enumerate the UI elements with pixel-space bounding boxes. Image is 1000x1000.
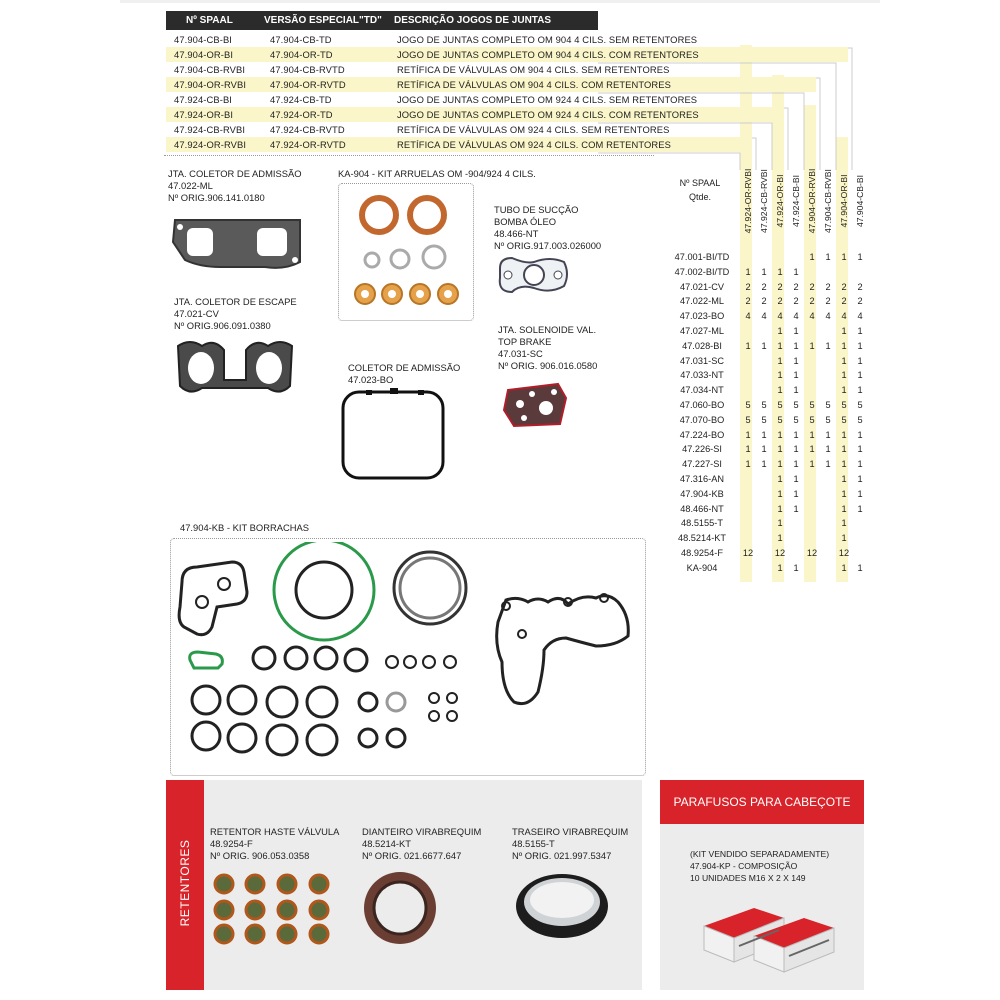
qty-value: 2: [793, 281, 799, 292]
qty-value: 1: [745, 459, 751, 470]
qty-value: 2: [841, 296, 847, 307]
qty-value: 1: [841, 488, 847, 499]
qty-value: 4: [857, 311, 863, 322]
qty-value: 1: [825, 429, 831, 440]
qty-row: [662, 489, 872, 503]
part-title: BOMBA ÓLEO: [494, 216, 556, 227]
part-code: 48.5214-KT: [362, 838, 411, 849]
cell-descricao: RETÍFICA DE VÁLVULAS OM 924 4 CILS. COM RETENTORES: [397, 139, 671, 150]
qty-value: 5: [761, 414, 767, 425]
qty-value: 1: [857, 326, 863, 336]
qty-value: 1: [841, 562, 847, 573]
part-title: JTA. SOLENOIDE VAL.: [498, 324, 597, 335]
qty-value: 5: [745, 414, 751, 425]
qty-value: 2: [793, 296, 799, 307]
separator: [164, 155, 654, 156]
qty-value: 1: [857, 355, 863, 366]
qty-value: 1: [841, 370, 847, 381]
top-border: [120, 0, 880, 3]
cell-spaal: 47.904-OR-BI: [174, 49, 234, 60]
qty-row: [662, 326, 872, 340]
qty-code: 47.224-BO: [679, 429, 725, 440]
part-title: TUBO DE SUCÇÃO: [494, 204, 579, 215]
cell-spaal: 47.924-CB-RVBI: [174, 124, 246, 135]
qty-value: 1: [825, 444, 831, 455]
qty-value: 1: [825, 459, 831, 470]
qty-value: 5: [777, 414, 783, 425]
qty-value: 5: [793, 414, 799, 425]
qty-row: [662, 400, 872, 414]
cell-descricao: JOGO DE JUNTAS COMPLETO OM 904 4 CILS. SEM RETENTORES: [397, 34, 698, 45]
qty-value: 1: [777, 266, 783, 277]
table-row: [166, 47, 848, 62]
qty-code: 47.227-SI: [682, 459, 722, 470]
qty-col-label: 47.904-OR-BI: [839, 174, 849, 228]
cell-versao: 47.904-OR-TD: [270, 49, 333, 60]
qty-col-label: 47.904-OR-RVBI: [807, 168, 817, 234]
qty-col-label: 47.904-CB-RVBI: [823, 169, 833, 233]
qty-value: 1: [745, 444, 751, 455]
qty-value: 1: [841, 355, 847, 366]
cell-versao: 47.904-OR-RVTD: [270, 79, 346, 90]
qty-value: 1: [761, 340, 767, 351]
part-orig: Nº ORIG.917.003.026000: [494, 240, 602, 251]
qty-value: 12: [838, 548, 850, 558]
qty-value: 1: [841, 474, 847, 484]
qty-code: 47.001-BI/TD: [674, 252, 730, 262]
cell-versao: 47.904-CB-TD: [270, 34, 332, 45]
qty-value: 1: [777, 474, 783, 484]
qty-value: 1: [809, 459, 815, 470]
qty-value: 4: [793, 311, 799, 322]
cell-descricao: RETÍFICA DE VÁLVULAS OM 904 4 CILS. SEM RETENTORES: [397, 64, 670, 75]
qty-value: 1: [809, 252, 815, 262]
part-label-tubo-succao: [494, 204, 601, 252]
qty-value: 1: [777, 518, 783, 529]
qty-value: 1: [841, 385, 847, 396]
cell-descricao: JOGO DE JUNTAS COMPLETO OM 904 4 CILS. COM RETENTORES: [397, 49, 699, 60]
qty-value: 1: [745, 266, 751, 277]
qty-value: 1: [777, 488, 783, 499]
qty-value: 5: [857, 414, 863, 425]
qty-value: 1: [841, 252, 847, 262]
qty-col-header: [838, 166, 850, 238]
parafusos-title: PARAFUSOS PARA CABEÇOTE: [673, 795, 851, 809]
qty-value: 1: [857, 340, 863, 351]
qty-value: 1: [761, 266, 767, 277]
qty-row: [662, 311, 872, 325]
qty-value: 1: [793, 429, 799, 440]
qty-value: 1: [793, 459, 799, 470]
part-code: 47.031-SC: [498, 348, 543, 359]
qty-value: 1: [841, 429, 847, 440]
suction-gasket-icon: [494, 254, 572, 296]
part-title: TOP BRAKE: [498, 336, 552, 347]
part-label-kit-borrachas: 47.904-KB - KIT BORRACHAS: [180, 522, 310, 533]
bolt-boxes-icon: [694, 896, 844, 976]
part-title: JTA. COLETOR DE ESCAPE: [174, 296, 297, 307]
solenoid-gasket-icon: [500, 380, 570, 430]
qty-value: 1: [857, 503, 863, 514]
qty-value: 1: [857, 488, 863, 499]
qty-row: [662, 563, 872, 577]
qty-code: 47.070-BO: [679, 414, 725, 425]
qty-value: 1: [841, 533, 847, 544]
part-title: RETENTOR HASTE VÁLVULA: [210, 826, 340, 837]
parafusos-line: (KIT VENDIDO SEPARADAMENTE): [690, 849, 830, 859]
part-orig: Nº ORIG. 906.053.0358: [210, 850, 310, 861]
table-row: [166, 92, 746, 107]
qty-col-label: 47.924-CB-BI: [791, 174, 801, 228]
qty-row: [662, 504, 872, 518]
cell-spaal: 47.904-CB-RVBI: [174, 64, 246, 75]
qty-code: 47.028-BI: [682, 340, 722, 351]
qty-value: 5: [841, 414, 847, 425]
cell-versao: 47.924-OR-TD: [270, 109, 333, 120]
part-code: 47.023-BO: [348, 374, 394, 385]
qty-value: 1: [857, 429, 863, 440]
qty-value: 1: [793, 326, 799, 336]
qty-value: 2: [857, 296, 863, 307]
qty-code: 47.022-ML: [680, 296, 724, 307]
qty-code: 47.021-CV: [680, 281, 724, 292]
qty-value: 1: [793, 370, 799, 381]
qty-value: 5: [825, 400, 831, 410]
qty-value: 5: [809, 414, 815, 425]
retentores-side-label: RETENTORES: [178, 839, 192, 927]
qty-value: 1: [841, 518, 847, 529]
qty-row: [662, 459, 872, 473]
qty-value: 4: [761, 311, 767, 322]
qty-code: 48.466-NT: [680, 503, 724, 514]
qty-code: 48.5155-T: [681, 518, 723, 529]
qty-value: 5: [841, 400, 847, 410]
qty-col-label: 47.924-CB-RVBI: [759, 169, 769, 233]
qty-value: 12: [774, 548, 786, 558]
qty-code: 47.023-BO: [679, 311, 725, 322]
qty-value: 1: [777, 385, 783, 396]
qty-code: 47.031-SC: [680, 355, 724, 366]
table-row: [166, 122, 746, 137]
qty-col-header: [806, 166, 818, 238]
qty-col-header: [822, 166, 834, 238]
valve-seals-icon: [210, 870, 338, 946]
intake-gasket-icon: [165, 212, 305, 274]
qty-value: 4: [841, 311, 847, 322]
qty-code: KA-904: [686, 562, 718, 573]
qty-row: [662, 474, 872, 488]
qty-code: 48.9254-F: [681, 548, 723, 558]
part-label-coletor-escape: [174, 296, 297, 332]
qty-value: 2: [777, 281, 783, 292]
qty-value: 1: [777, 459, 783, 470]
table-row: [166, 77, 816, 92]
cell-descricao: JOGO DE JUNTAS COMPLETO OM 924 4 CILS. SEM RETENTORES: [397, 94, 698, 105]
qty-row: [662, 548, 872, 562]
part-title: DIANTEIRO VIRABREQUIM: [362, 826, 482, 837]
qty-row: [662, 356, 872, 370]
qty-value: 1: [857, 444, 863, 455]
retentor-item: [210, 826, 339, 862]
part-code: 48.466-NT: [494, 228, 539, 239]
qty-value: 1: [761, 459, 767, 470]
qty-code: 47.033-NT: [680, 370, 724, 381]
part-label-coletor-admissao: [168, 168, 302, 204]
qty-value: 1: [745, 429, 751, 440]
cell-spaal: 47.924-OR-RVBI: [174, 139, 247, 150]
qty-value: 1: [777, 326, 783, 336]
retentor-item: [512, 826, 628, 862]
qty-code: 47.027-ML: [680, 326, 724, 336]
qty-row: [662, 252, 872, 266]
parafusos-text: [690, 848, 829, 884]
part-label-solenoide: [498, 324, 597, 372]
qty-value: 1: [777, 340, 783, 351]
qty-value: 1: [793, 444, 799, 455]
table-header: [166, 11, 598, 30]
qty-value: 1: [841, 326, 847, 336]
qty-code: 47.316-AN: [680, 474, 724, 484]
qty-value: 5: [857, 400, 863, 410]
qty-row: [662, 430, 872, 444]
qty-value: 1: [809, 429, 815, 440]
part-code: 48.5155-T: [512, 838, 555, 849]
cell-spaal: 47.924-CB-BI: [174, 94, 232, 105]
cell-versao: 47.924-OR-RVTD: [270, 139, 346, 150]
qty-value: 1: [841, 444, 847, 455]
qty-value: 1: [793, 488, 799, 499]
part-orig: Nº ORIG. 021.997.5347: [512, 850, 612, 861]
qty-value: 4: [777, 311, 783, 322]
cell-descricao: JOGO DE JUNTAS COMPLETO OM 924 4 CILS. COM RETENTORES: [397, 109, 699, 120]
qty-value: 1: [793, 474, 799, 484]
qty-row: [662, 341, 872, 355]
qty-code: 47.904-KB: [680, 488, 724, 499]
qty-col-header: [742, 166, 754, 238]
part-title: TRASEIRO VIRABREQUIM: [512, 826, 629, 837]
part-label-ka904: KA-904 - KIT ARRUELAS OM -904/924 4 CILS.: [338, 168, 536, 179]
qty-row: [662, 282, 872, 296]
cell-descricao: RETÍFICA DE VÁLVULAS OM 904 4 CILS. COM RETENTORES: [397, 79, 671, 90]
qty-col-header: [774, 166, 786, 238]
qty-value: 2: [857, 281, 863, 292]
qty-value: 1: [857, 370, 863, 381]
qty-value: 5: [809, 400, 815, 410]
qty-value: 1: [841, 459, 847, 470]
part-title: COLETOR DE ADMISSÃO: [348, 362, 461, 373]
qty-value: 2: [809, 296, 815, 307]
qty-value: 1: [857, 459, 863, 470]
qty-value: 1: [809, 444, 815, 455]
qty-value: 1: [857, 562, 863, 573]
qty-value: 1: [825, 340, 831, 351]
part-code: 47.021-CV: [174, 308, 219, 319]
qty-value: 1: [793, 340, 799, 351]
part-title: JTA. COLETOR DE ADMISSÃO: [168, 168, 302, 179]
header-descricao: DESCRIÇÃO JOGOS DE JUNTAS: [394, 15, 552, 26]
qty-value: 5: [761, 400, 767, 410]
qty-value: 5: [793, 400, 799, 410]
rear-seal-icon: [512, 866, 612, 940]
part-orig: Nº ORIG. 021.6677.647: [362, 850, 462, 861]
part-label-coletor-bo: [348, 362, 460, 386]
qty-col-label: 47.924-OR-BI: [775, 174, 785, 228]
qty-col-label: 47.924-OR-RVBI: [743, 168, 753, 234]
qty-header-spaal: Nº SPAAL: [679, 178, 721, 188]
table-row: [166, 137, 752, 152]
front-seal-icon: [360, 868, 440, 948]
qty-value: 4: [745, 311, 751, 322]
qty-value: 1: [761, 444, 767, 455]
part-orig: Nº ORIG.906.091.0380: [174, 320, 271, 331]
parafusos-line: 47.904-KP - COMPOSIÇÃO: [690, 861, 798, 871]
qty-value: 5: [825, 414, 831, 425]
qty-col-header: [790, 166, 802, 238]
part-orig: Nº ORIG.906.141.0180: [168, 192, 265, 203]
table-row: [166, 62, 746, 77]
qty-row: [662, 267, 872, 281]
qty-value: 1: [793, 503, 799, 514]
cell-versao: 47.904-CB-RVTD: [270, 64, 345, 75]
retentor-item: [362, 826, 481, 862]
qty-row: [662, 385, 872, 399]
qty-col-label: 47.904-CB-BI: [855, 174, 865, 228]
qty-row: [662, 444, 872, 458]
qty-code: 47.060-BO: [679, 400, 725, 410]
qty-value: 1: [745, 340, 751, 351]
qty-row: [662, 533, 872, 547]
parafusos-line: 10 UNIDADES M16 X 2 X 149: [690, 873, 806, 883]
exhaust-gasket-icon: [170, 336, 300, 400]
cell-spaal: 47.924-OR-BI: [174, 109, 234, 120]
qty-value: 5: [745, 400, 751, 410]
qty-value: 1: [777, 503, 783, 514]
qty-value: 1: [857, 474, 863, 484]
header-versao: VERSÃO ESPECIAL"TD": [264, 15, 382, 26]
qty-row: [662, 296, 872, 310]
qty-value: 1: [841, 503, 847, 514]
qty-value: 1: [857, 385, 863, 396]
qty-value: 1: [793, 562, 799, 573]
qty-code: 47.034-NT: [680, 385, 724, 396]
qty-value: 1: [841, 340, 847, 351]
qty-value: 1: [777, 562, 783, 573]
qty-code: 47.002-BI/TD: [674, 266, 730, 277]
qty-value: 5: [777, 400, 783, 410]
qty-value: 1: [777, 429, 783, 440]
qty-code: 47.226-SI: [682, 444, 722, 455]
qty-value: 1: [793, 385, 799, 396]
part-code: 47.022-ML: [168, 180, 213, 191]
part-code: 48.9254-F: [210, 838, 253, 849]
qty-value: 1: [857, 252, 863, 262]
qty-value: 1: [793, 266, 799, 277]
qty-value: 2: [761, 281, 767, 292]
qty-row: [662, 370, 872, 384]
cell-spaal: 47.904-CB-BI: [174, 34, 232, 45]
qty-value: 1: [777, 533, 783, 544]
qty-value: 4: [825, 311, 831, 322]
qty-value: 2: [777, 296, 783, 307]
cell-descricao: RETÍFICA DE VÁLVULAS OM 924 4 CILS. SEM RETENTORES: [397, 124, 670, 135]
qty-row: [662, 518, 872, 532]
qty-value: 12: [806, 548, 818, 558]
cell-versao: 47.924-CB-TD: [270, 94, 332, 105]
qty-value: 1: [777, 370, 783, 381]
qty-col-header: [758, 166, 770, 238]
qty-value: 2: [745, 296, 751, 307]
washers-icon: [340, 188, 470, 318]
part-orig: Nº ORIG. 906.016.0580: [498, 360, 598, 371]
qty-value: 2: [745, 281, 751, 292]
table-row: [166, 32, 746, 47]
qty-col-header: [854, 166, 866, 238]
qty-row: [662, 415, 872, 429]
qty-value: 1: [761, 429, 767, 440]
qty-value: 1: [777, 355, 783, 366]
qty-value: 1: [809, 340, 815, 351]
qty-value: 2: [825, 281, 831, 292]
cell-versao: 47.924-CB-RVTD: [270, 124, 345, 135]
header-spaal: Nº SPAAL: [186, 15, 233, 26]
qty-value: 2: [761, 296, 767, 307]
qty-code: 48.5214-KT: [677, 533, 726, 544]
qty-value: 1: [793, 355, 799, 366]
table-row: [166, 107, 784, 122]
qty-value: 1: [777, 444, 783, 455]
qty-value: 12: [742, 548, 754, 558]
intake-oring-icon: [338, 386, 448, 482]
qty-value: 4: [809, 311, 815, 322]
qty-header-qtde: Qtde.: [688, 192, 711, 202]
qty-value: 2: [809, 281, 815, 292]
qty-value: 2: [841, 281, 847, 292]
orings-icon: [172, 542, 642, 774]
qty-value: 2: [825, 296, 831, 307]
qty-value: 1: [825, 252, 831, 262]
cell-spaal: 47.904-OR-RVBI: [174, 79, 247, 90]
